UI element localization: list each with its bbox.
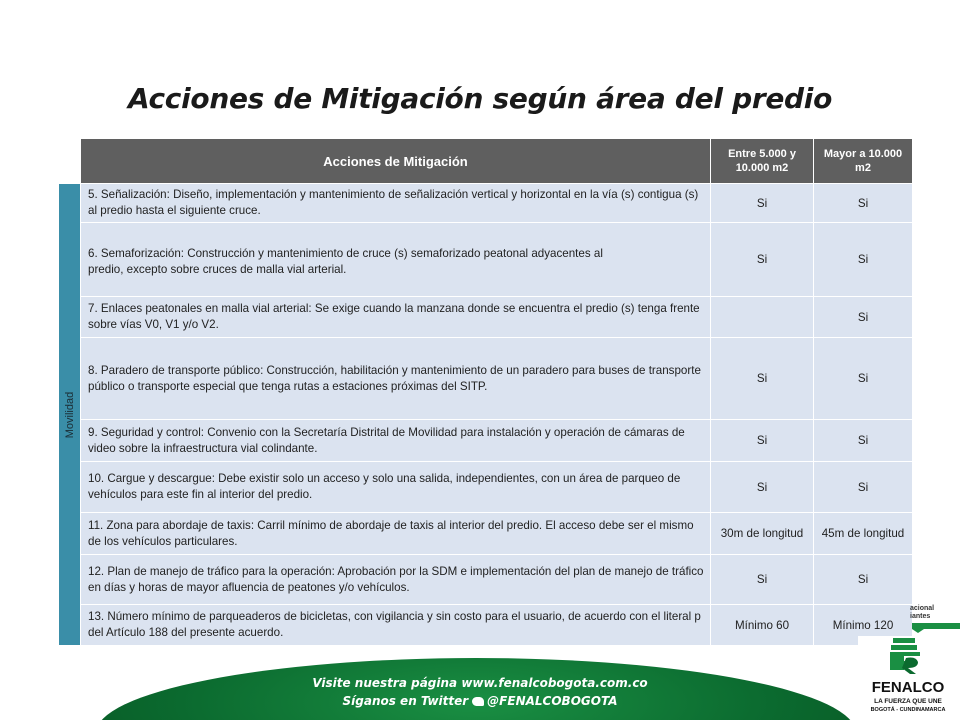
footer-twitter-handle: @FENALCOBOGOTA [487,694,618,708]
value-col2: Si [814,297,913,338]
table-row [59,462,913,513]
category-cell [59,184,81,646]
action-description: 12. Plan de manejo de tráfico para la operación: Aprobación por la SDM e implementación del plan de manejo de tráfico en días y horas de mayor afluencia de peatones y/o vehículos. [81,555,711,605]
category-label: Movilidad [63,391,76,438]
value-col1: 30m de longitud [711,513,814,555]
twitter-bird-icon [472,697,484,706]
table-row [59,420,913,462]
partner-logo-text-2: iantes [910,613,931,620]
value-col2: Mínimo 120 [814,605,913,646]
value-col2: Si [814,184,913,223]
value-col1 [711,297,814,338]
action-description: 11. Zona para abordaje de taxis: Carril mínimo de abordaje de taxis al interior del predio. El acceso debe ser el mismo de los vehículos particulares. [81,513,711,555]
action-description [81,223,711,297]
value-col1: Mínimo 60 [711,605,814,646]
footer-twitter-prefix: Síganos en Twitter [342,694,469,708]
header-actions: Acciones de Mitigación [81,139,711,184]
value-col2: Si [814,420,913,462]
table-header-row [59,139,913,184]
header-range-5000-10000: Entre 5.000 y 10.000 m2 [711,139,814,184]
table-row [59,513,913,555]
footer-banner [0,658,960,720]
value-col2: Si [814,223,913,297]
value-col1: Si [711,223,814,297]
value-col1: Si [711,338,814,420]
partner-logo-arrow-icon [904,603,960,633]
table-row [59,555,913,605]
table-row [59,184,913,223]
value-col2: Si [814,338,913,420]
action-description: 10. Cargue y descargue: Debe existir solo un acceso y solo una salida, independientes, con un área de parqueo de vehículos para este fin al interior del predio. [81,462,711,513]
fenalco-logo-tagline1: LA FUERZA QUE UNE [874,698,942,705]
header-blank-cell [59,139,81,184]
table-row [59,223,913,297]
action-description-line2: predio, excepto sobre cruces de malla vial arterial. [88,262,347,276]
table-row [59,605,913,646]
fenalco-logo [858,636,958,720]
action-description: 9. Seguridad y control: Convenio con la Secretaría Distrital de Movilidad para instalación y operación de cámaras de video sobre la infraestructura vial colindante. [81,420,711,462]
header-over-10000: Mayor a 10.000 m2 [814,139,913,184]
value-col1: Si [711,420,814,462]
table-row [59,297,913,338]
value-col2: Si [814,462,913,513]
mitigation-table [58,138,913,646]
value-col1: Si [711,184,814,223]
action-description: 7. Enlaces peatonales en malla vial arterial: Se exige cuando la manzana donde se encuentra el predio (s) tenga frente sobre vías V0, V1 y/o V2. [81,297,711,338]
fenalco-logo-tagline2: BOGOTÁ - CUNDINAMARCA [870,707,946,713]
value-col1: Si [711,555,814,605]
value-col1: Si [711,462,814,513]
value-col2: 45m de longitud [814,513,913,555]
fenalco-logo-name: FENALCO [871,679,945,696]
action-description-line1: 6. Semaforización: Construcción y mantenimiento de cruce (s) semaforizado peatonal adyacentes al [88,246,603,260]
action-description: 5. Señalización: Diseño, implementación y mantenimiento de señalización vertical y horizontal en la vía (s) contigua (s) al predio hasta el siguiente cruce. [81,184,711,223]
action-description: 13. Número mínimo de parqueaderos de bicicletas, con vigilancia y sin costo para el usuario, de acuerdo con el literal p del Artículo 188 del presente acuerdo. [81,605,711,646]
action-description: 8. Paradero de transporte público: Construcción, habilitación y mantenimiento de un paradero para buses de transporte público o transporte especial que tenga rutas a estaciones próximas del SITP. [81,338,711,420]
footer-twitter-text [0,694,960,708]
partner-logo-text-1: acional [910,605,935,612]
footer-website-text: Visite nuestra página www.fenalcobogota.com.co [312,676,648,690]
value-col2: Si [814,555,913,605]
slide-title: Acciones de Mitigación según área del predio [128,82,832,115]
partner-logo-partial [904,603,960,633]
table-row [59,338,913,420]
